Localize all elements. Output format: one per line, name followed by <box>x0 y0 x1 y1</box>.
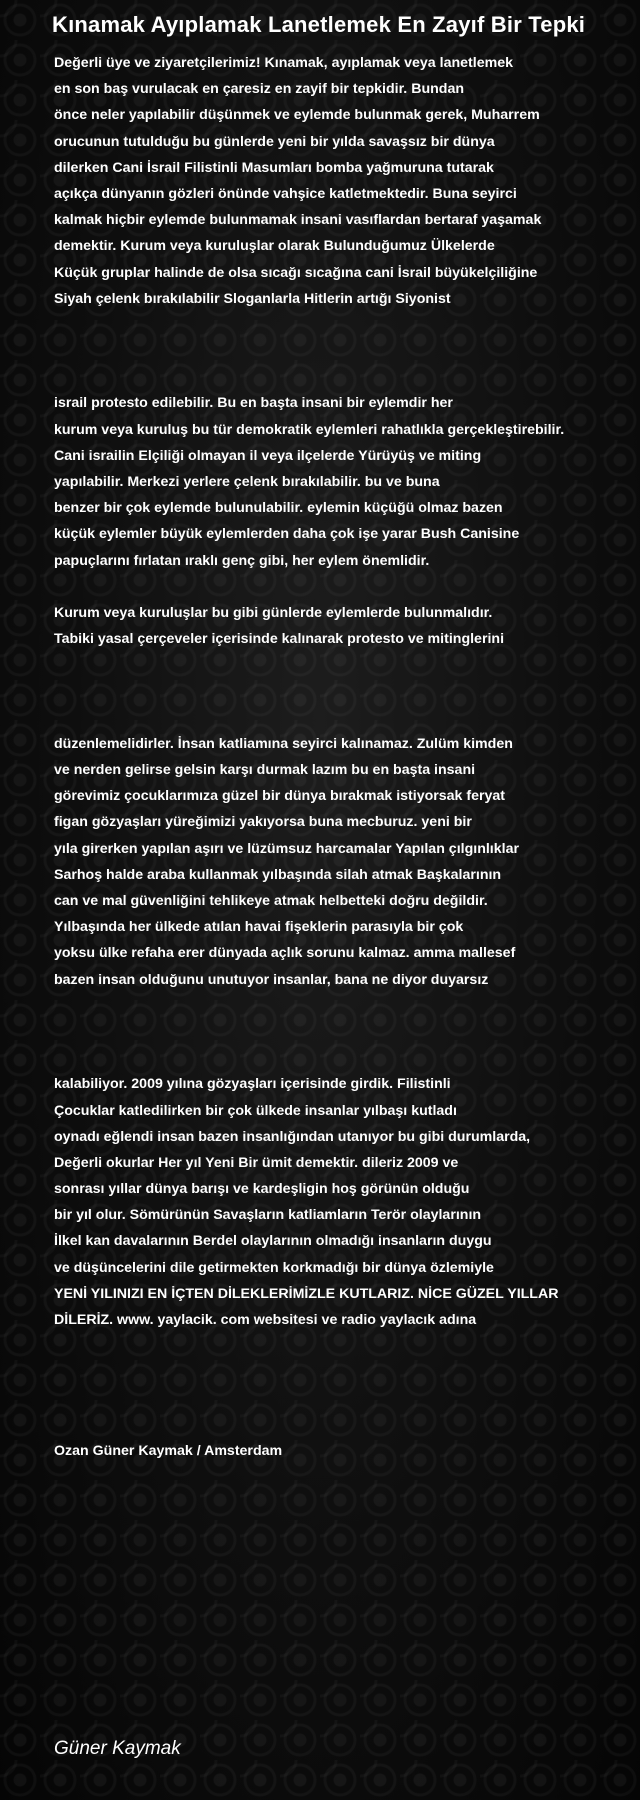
poem-line: papuçlarını fırlatan ıraklı genç gibi, her eylem önemlidir. <box>54 552 430 569</box>
poem-line <box>54 364 640 390</box>
poem-line: kalabiliyor. 2009 yılına gözyaşları içerisinde girdik. Filistinli <box>54 1076 451 1093</box>
poem-line <box>54 574 640 600</box>
poem-line: orucunun tutulduğu bu günlerde yeni bir yılda savaşsız bir dünya <box>54 133 495 150</box>
poem-line: düzenlemelidirler. İnsan katliamına seyirci kalınamaz. Zulüm kimden <box>54 735 513 752</box>
poem-line: Cani israilin Elçiliği olmayan il veya ilçelerde Yürüyüş ve miting <box>54 447 482 464</box>
poem-line <box>54 652 640 678</box>
poem-line <box>54 338 640 364</box>
poem-line <box>54 1019 640 1045</box>
poem-line: kalmak hiçbir eylemde bulunmamak insani vasıflardan bertaraf yaşamak <box>54 212 542 229</box>
poem-line: Değerli üye ve ziyaretçilerimiz! Kınamak, ayıplamak veya lanetlemek <box>54 55 513 71</box>
poem-line: İlkel kan davalarının Berdel olaylarının olmadığı insanların duygu <box>54 1233 492 1250</box>
poem-line: ve nerden gelirse gelsin karşı durmak lazım bu en başta insani <box>54 762 476 779</box>
poem-line: YENİ YILINIZI EN İÇTEN DİLEKLERİMİZLE KUTLARIZ. NİCE GÜZEL YILLAR <box>54 1285 559 1302</box>
poem-line: demektir. Kurum veya kuruluşlar olarak Bulunduğumuz Ülkelerde <box>54 238 495 255</box>
poem-line <box>54 1045 640 1071</box>
poem-line <box>54 312 640 338</box>
poem-line <box>54 993 640 1019</box>
poem-line: bazen insan olduğunu unutuyor insanlar, bana ne diyor duyarsız <box>54 971 489 988</box>
poem-line <box>54 1412 640 1438</box>
poem-line: oynadı eğlendi insan bazen insanlığından utanıyor bu gibi durumlarda, <box>54 1128 531 1145</box>
poem-line: yoksu ülke refaha erer dünyada açlık sorunu kalmaz. amma mallesef <box>54 945 516 962</box>
poem-line: en son baş vurulacak en çaresiz en zayif bir tepkidir. Bundan <box>54 81 464 98</box>
poem-line: Sarhoş halde araba kullanmak yılbaşında silah atmak Başkalarının <box>54 866 502 883</box>
poem-line <box>54 1359 640 1385</box>
poem-line: Tabiki yasal çerçeveler içerisinde kalınarak protesto ve mitinglerini <box>54 631 505 648</box>
poem-line: yıla girerken yapılan aşırı ve lüzümsuz harcamalar Yapılan çılgınlıklar <box>54 840 519 857</box>
poem-line: görevimiz çocuklarımıza güzel bir dünya bırakmak istiyorsak feryat <box>54 788 506 805</box>
poem-line: ve düşüncelerini dile getirmekten korkmadığı bir dünya özlemiyle <box>54 1259 494 1276</box>
poem-line: Küçük gruplar halinde de olsa sıcağı sıcağına cani İsrail büyükelçiliğine <box>54 264 538 281</box>
poem-line: Siyah çelenk bırakılabilir Sloganlarla Hitlerin artığı Siyonist <box>54 290 451 307</box>
poem-signature: Ozan Güner Kaymak / Amsterdam <box>54 1442 283 1459</box>
poem-line: Kurum veya kuruluşlar bu gibi günlerde eylemlerde bulunmalıdır. <box>54 604 493 621</box>
poem-line: kurum veya kuruluş bu tür demokratik eylemleri rahatlıkla gerçekleştirebilir. <box>54 421 565 438</box>
poem-line: bir yıl olur. Sömürünün Savaşların katliamların Terör olaylarının <box>54 1207 482 1224</box>
poem-body <box>54 50 640 1464</box>
author-signature: Güner Kaymak <box>54 1738 181 1759</box>
poem-line: Değerli okurlar Her yıl Yeni Bir ümit demektir. dileriz 2009 ve <box>54 1154 459 1171</box>
poem-line <box>54 705 640 731</box>
poem-line: küçük eylemler büyük eylemlerden daha çok işe yarar Bush Canisine <box>54 526 520 543</box>
poem-title: Kınamak Ayıplamak Lanetlemek En Zayıf Bir Tepki <box>52 12 586 37</box>
poem-line: açıkça dünyanın gözleri önünde vahşice katletmektedir. Buna seyirci <box>54 185 517 202</box>
poem-line: israil protesto edilebilir. Bu en başta insani bir eylemdir her <box>54 395 453 412</box>
poem-line: yapılabilir. Merkezi yerlere çelenk bırakılabilir. bu ve buna <box>54 474 440 490</box>
poem-line: dilerken Cani İsrail Filistinli Masumları bomba yağmuruna tutarak <box>54 159 494 176</box>
poem-line: sonrası yıllar dünya barışı ve kardeşligin hoş görünün olduğu <box>54 1181 470 1198</box>
poem-line <box>54 679 640 705</box>
poem-line <box>54 1386 640 1412</box>
poem-line: Yılbaşında her ülkede atılan havai fişeklerin parasıyla bir çok <box>54 919 464 936</box>
poem-line: DİLERİZ. www. yaylacik. com websitesi ve radio yaylacık adına <box>54 1312 477 1328</box>
poem-line: benzer bir çok eylemde bulunulabilir. eylemin küçüğü olmaz bazen <box>54 500 503 517</box>
poem-line <box>54 1333 640 1359</box>
poem-line: can ve mal güvenliğini tehlikeye atmak helbetteki doğru değildir. <box>54 893 488 909</box>
poem-line: figan gözyaşları yüreğimizi yakıyorsa buna mecburuz. yeni bir <box>54 814 472 831</box>
poem-line: önce neler yapılabilir düşünmek ve eylemde bulunmak gerek, Muharrem <box>54 107 540 124</box>
poem-line: Çocuklar katledilirken bir çok ülkede insanlar yılbaşı kutladı <box>54 1102 457 1119</box>
